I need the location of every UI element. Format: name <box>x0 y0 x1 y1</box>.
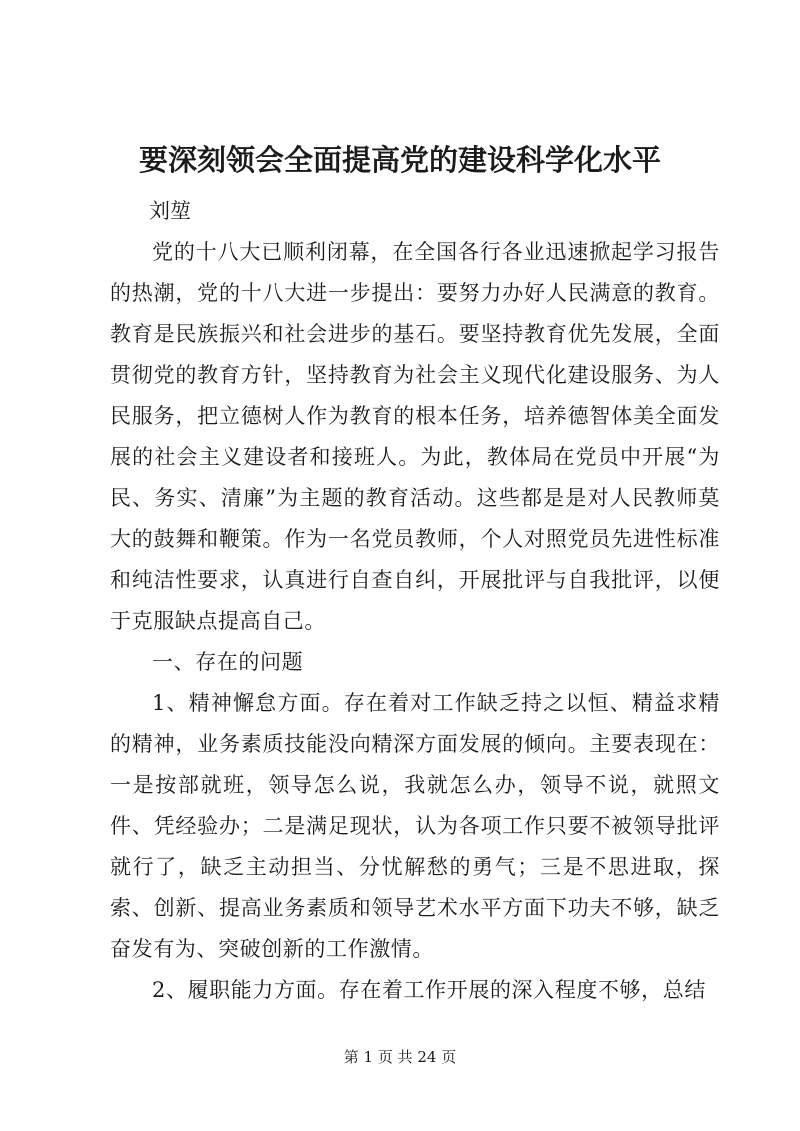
section-heading-problems: 一、存在的问题 <box>152 650 304 674</box>
document-title: 要深刻领会全面提高党的建设科学化水平 <box>138 143 661 177</box>
document-body <box>110 232 720 1011</box>
paragraph-spirit: 1、精神懈怠方面。存在着对工作缺乏持之以恒、精益求精的精神，业务素质技能没向精深方面发展的倾向。主要表现在：一是按部就班，领导怎么说，我就怎么办，领导不说，就照文件、凭经验办；二是满足现状，认为各项工作只要不被领导批评就行了，缺乏主动担当、分忧解愁的勇气；三是不思进取，探索、创新、提高业务素质和领导艺术水平方面下功夫不够，缺乏奋发有为、突破创新的工作激情。 <box>110 691 720 961</box>
paragraph-intro: 党的十八大已顺利闭幕，在全国各行各业迅速掀起学习报告的热潮，党的十八大进一步提出：要努力办好人民满意的教育。教育是民族振兴和社会进步的基石。要坚持教育优先发展，全面贯彻党的教育方针，坚持教育为社会主义现代化建设服务、为人民服务，把立德树人作为教育的根本任务，培养德智体美全面发展的社会主义建设者和接班人。为此，教体局在党员中开展“为民、务实、清廉”为主题的教育活动。这些都是是对人民教师莫大的鼓舞和鞭策。作为一名党员教师，个人对照党员先进性标准和纯洁性要求，认真进行自查自纠，开展批评与自我批评，以便于克服缺点提高自己。 <box>110 240 720 633</box>
page-number-footer: 第 1 页 共 24 页 <box>343 1048 457 1066</box>
paragraph-ability: 2、履职能力方面。存在着工作开展的深入程度不够，总结 <box>152 978 706 1002</box>
document-author: 刘堃 <box>149 199 191 223</box>
